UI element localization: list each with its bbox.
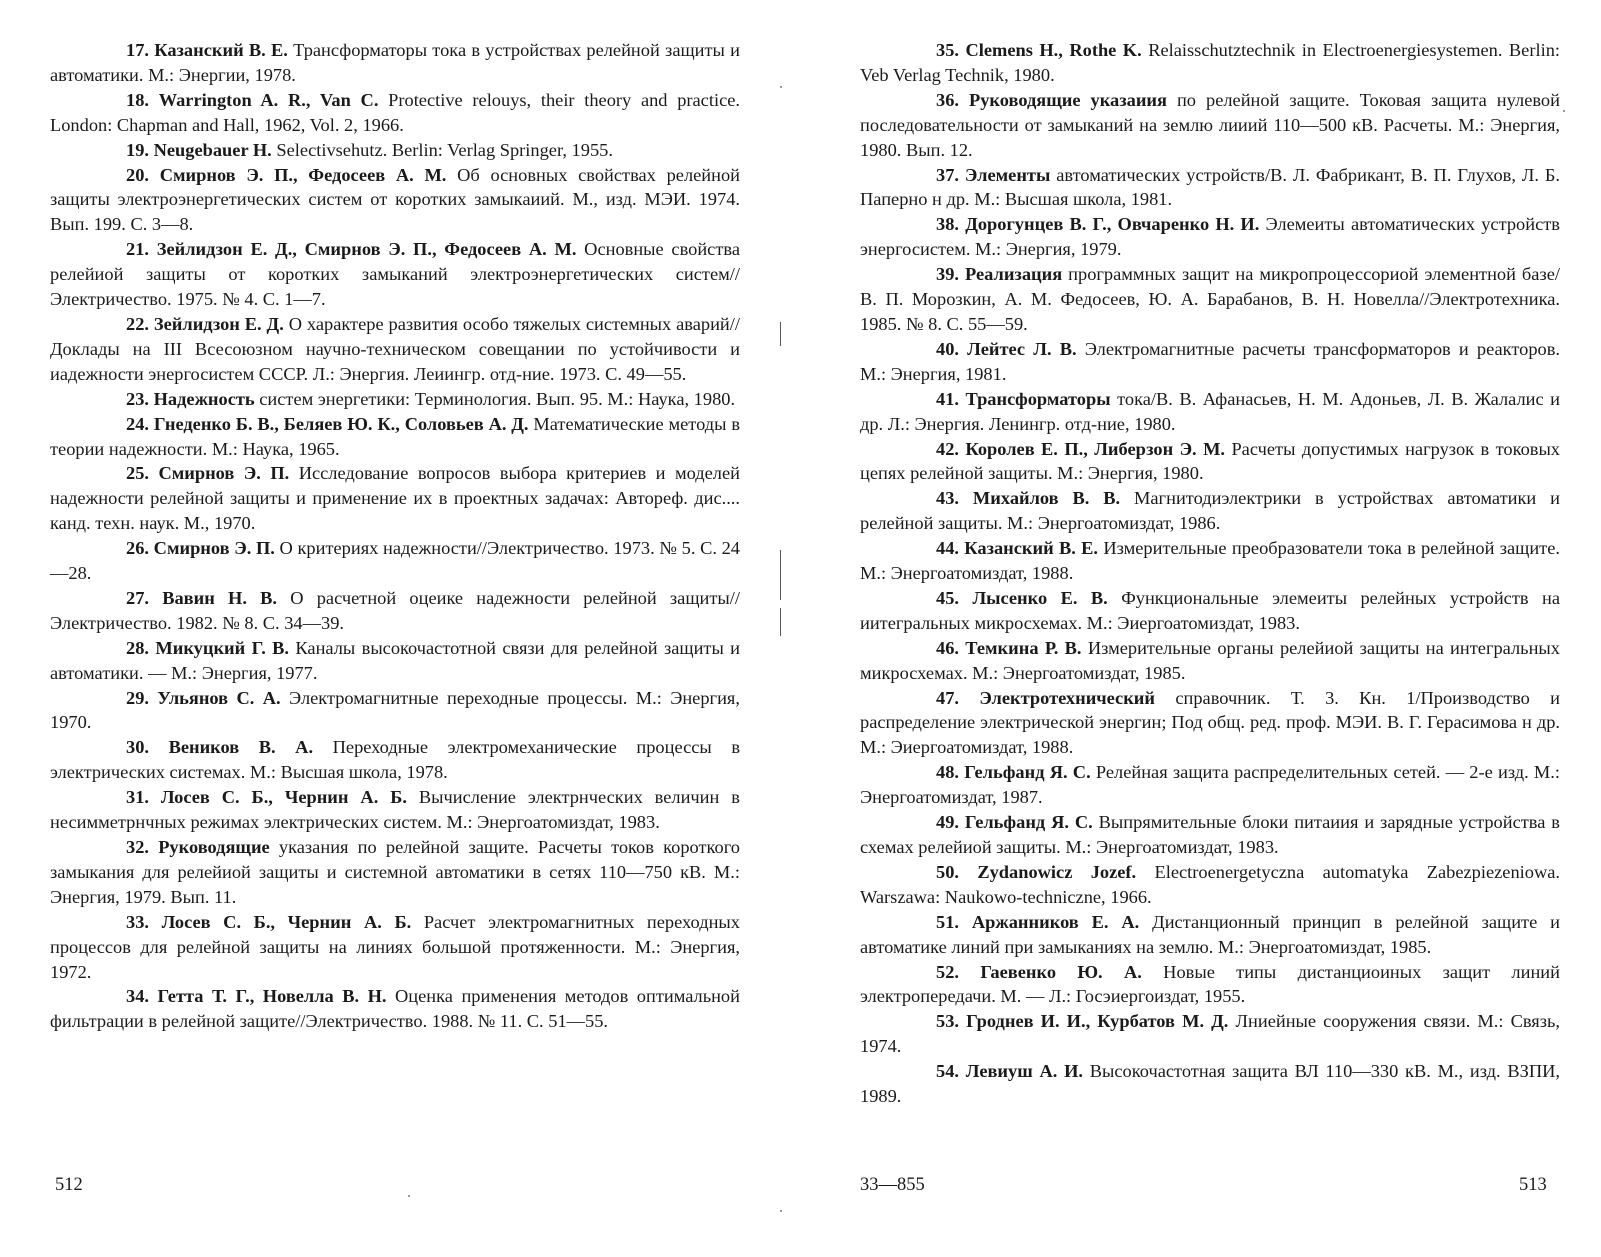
reference-author: Элементы: [964, 164, 1051, 185]
reference-text: Каналы высокочастотной связи для релейной защиты и автоматики. — М.: Энергия, 1977.: [50, 637, 740, 683]
reference-author: Гаевенко Ю. А.: [980, 961, 1142, 982]
reference-text: указания по релейной защите. Расчеты токов короткого замыкания для релейиой защиты и системной автоматики в сетях 110—750 кВ. М.: Энергия, 1979. Вып. 11.: [50, 837, 740, 907]
reference-number: 31.: [126, 787, 149, 808]
reference-number: 26.: [126, 538, 149, 559]
reference-entry: [860, 636, 1560, 686]
reference-text: Трансформаторы тока в устройствах релейной защиты и автоматики. М.: Энергии, 1978.: [50, 40, 740, 85]
reference-number: 39.: [936, 264, 959, 285]
reference-entry: [860, 387, 1560, 437]
reference-number: 46.: [936, 637, 959, 658]
reference-number: 25.: [126, 463, 149, 484]
reference-author: Лысенко Е. В.: [972, 587, 1108, 608]
reference-text: Магнитодиэлектрики в устройствах автоматики и релейной защиты. М.: Энергоатомиздат, 1986.: [860, 488, 1560, 534]
reference-entry: [50, 536, 740, 586]
reference-entry: [860, 760, 1560, 810]
reference-number: 52.: [936, 961, 959, 982]
reference-text: О характере развития особо тяжелых системных аварий//Доклады на III Всесоюзном научно-техническом совещании по устойчивости и иадежности энергосистем СССР. Л.: Энергия. Леиингр. отд-ние. 1973. С. 49—55.: [50, 313, 740, 384]
reference-author: Смирнов Э. П.: [153, 538, 275, 559]
reference-entry: [50, 835, 740, 910]
reference-author: Вавин Н. В.: [162, 587, 277, 608]
reference-text: Protective relouys, their theory and practice. London: Chapman and Hall, 1962, Vol. 2, 1966.: [50, 89, 740, 135]
reference-author: Королев Е. П., Либерзон Э. М.: [965, 438, 1226, 459]
reference-author: Смирнов Э. П.: [158, 463, 290, 484]
reference-author: Гельфанд Я. С.: [964, 812, 1093, 833]
reference-entry: [860, 1009, 1560, 1059]
reference-entry: [50, 412, 740, 462]
reference-text: Электромагнитные расчеты трансформаторов и реакторов. М.: Энергия, 1981.: [860, 338, 1560, 384]
reference-number: 19.: [126, 139, 149, 160]
reference-entry: [860, 262, 1560, 337]
reference-text: Об основных свойствах релейной защиты электроэнергетических систем от коротких замыкаиий. М., изд. МЭИ. 1974. Вып. 199. С. 3—8.: [50, 164, 741, 235]
reference-number: 33.: [126, 911, 149, 932]
reference-text: Расчеты допустимых нагрузок в токовых цепях релейной защиты. М.: Энергия, 1980.: [860, 438, 1560, 484]
reference-text: Relaisschutztechnik in Electroenergiesystemen. Berlin: Veb Verlag Technik, 1980.: [860, 40, 1560, 85]
reference-entry: [860, 337, 1560, 387]
page-number-right: 513: [1519, 1175, 1547, 1195]
reference-text: тока/В. В. Афанасьев, Н. М. Адоньев, Л. В. Жалалис и др. Л.: Энергия. Ленингр. отд-ние, 1980.: [860, 388, 1560, 434]
reference-entry: [860, 38, 1560, 88]
reference-author: Аржанников Е. А.: [971, 911, 1140, 932]
reference-author: Реализация: [965, 264, 1063, 285]
reference-author: Warrington A. R., Van C.: [158, 89, 379, 110]
reference-author: Руководящие указаиия: [969, 89, 1167, 110]
reference-author: Гетта Т. Г., Новелла В. Н.: [157, 986, 387, 1007]
reference-text: Измерительные органы релейиой защиты на интегральных микросхемах. М.: Энергоатомиздат, 1985.: [860, 637, 1560, 683]
reference-entry: [50, 984, 740, 1034]
scan-speck: [1563, 110, 1565, 112]
reference-entry: [50, 387, 740, 412]
reference-number: 20.: [126, 164, 149, 185]
reference-author: Михайлов В. В.: [972, 488, 1121, 509]
reference-number: 32.: [126, 837, 149, 857]
reference-text: Исследование вопросов выбора критериев и моделей надежности релейной защиты и применение их в проектных задачах: Автореф. дис.... канд. техн. наук. М., 1970.: [50, 463, 740, 534]
reference-text: Измерительные преобразователи тока в релейной защите. М.: Энергоатомиздат, 1988.: [860, 538, 1560, 584]
reference-number: 29.: [126, 687, 149, 708]
reference-author: Гроднев И. И., Курбатов М. Д.: [966, 1011, 1229, 1032]
reference-entry: [860, 1059, 1560, 1109]
reference-number: 51.: [936, 911, 959, 932]
reference-number: 42.: [936, 438, 959, 459]
reference-entry: [50, 38, 740, 88]
scan-speck: [780, 86, 782, 88]
reference-entry: [860, 810, 1560, 860]
reference-text: Выпрямительные блоки питаиия и зарядные устройства в схемах релейиой защиты. М.: Энергоатомиздат, 1983.: [860, 812, 1560, 857]
reference-entry: [860, 960, 1560, 1010]
reference-author: Лосев С. Б., Чернин А. Б.: [160, 787, 407, 808]
reference-entry: [860, 212, 1560, 262]
reference-entry: [50, 163, 740, 238]
reference-number: 34.: [126, 986, 149, 1007]
reference-text: Математические методы в теории надежности. М.: Наука, 1965.: [50, 413, 740, 459]
reference-number: 45.: [936, 587, 959, 608]
reference-entry: [50, 586, 740, 636]
right-page-bibliography: [860, 38, 1560, 1109]
reference-text: по релейной защите. Токовая защита нулевой последовательности от замыканий на землю лииий 110—500 кВ. Расчеты. М.: Энергия, 1980. Вып. 12.: [860, 89, 1560, 160]
reference-author: Clemens H., Rothe K.: [965, 40, 1142, 60]
reference-author: Смирнов Э. П., Федосеев А. М.: [159, 164, 447, 185]
reference-number: 21.: [126, 239, 149, 260]
reference-entry: [50, 237, 740, 312]
gutter-scan-line: [780, 608, 781, 636]
reference-number: 49.: [936, 812, 959, 833]
reference-author: Зейлидзон Е. Д.: [153, 313, 284, 334]
reference-author: Веников В. А.: [168, 737, 314, 758]
reference-author: Лейтес Л. В.: [967, 338, 1077, 359]
reference-author: Гельфанд Я. С.: [964, 762, 1091, 783]
gutter-scan-line: [780, 322, 781, 346]
reference-author: Руководящие: [158, 837, 270, 857]
reference-text: справочник. Т. 3. Кн. 1/Производство и распределение электрической энергин; Под общ. ред. проф. МЭИ. В. Г. Герасимова н др. М.: Эиергоатомиздат, 1988.: [860, 687, 1560, 758]
reference-number: 22.: [126, 313, 149, 334]
reference-entry: [50, 88, 740, 138]
left-page-bibliography: [50, 38, 740, 1034]
reference-entry: [860, 486, 1560, 536]
reference-entry: [860, 586, 1560, 636]
reference-entry: [50, 461, 740, 536]
reference-number: 17.: [126, 40, 149, 60]
reference-author: Трансформаторы: [965, 388, 1111, 409]
reference-text: Electroenergetyczna automatyka Zabezpiezeniowa. Warszawa: Naukowo-techniczne, 1966.: [860, 861, 1560, 907]
reference-text: автоматических устройств/В. Л. Фабрикант, В. П. Глухов, Л. Б. Паперно н др. М.: Высшая школа, 1981.: [860, 164, 1560, 210]
reference-entry: [50, 686, 740, 736]
gutter-scan-line: [780, 550, 781, 600]
reference-author: Электротехнический: [979, 687, 1155, 708]
reference-number: 24.: [126, 413, 149, 434]
reference-author: Гнеденко Б. В., Беляев Ю. К., Соловьев А. Д.: [153, 413, 529, 434]
reference-author: Дорогунцев В. Г., Овчаренко Н. И.: [965, 214, 1260, 235]
reference-text: Функциональные элемеиты релейных устройств на иитегральных микросхемах. М.: Эиергоатомиздат, 1983.: [860, 587, 1560, 633]
reference-author: Микуцкий Г. В.: [155, 637, 290, 658]
reference-text: Высокочастотная защита ВЛ 110—330 кВ. М., изд. ВЗПИ, 1989.: [860, 1061, 1560, 1107]
signature-mark: 33—855: [860, 1175, 925, 1195]
scan-speck: [408, 1195, 410, 1197]
reference-author: Надежность: [153, 388, 255, 409]
page-number-left: 512: [55, 1175, 83, 1195]
reference-text: программных защит на микропроцессориой элементной базе/В. П. Морозкин, А. М. Федосеев, Ю. А. Барабанов, В. Н. Новелла//Электротехника. 1985. № 8. С. 55—59.: [860, 264, 1560, 334]
reference-author: Neugebauer H.: [153, 139, 272, 160]
reference-number: 40.: [936, 338, 959, 359]
scan-speck: [780, 1210, 782, 1212]
reference-author: Левиуш А. И.: [965, 1061, 1084, 1082]
reference-author: Ульянов С. А.: [157, 687, 281, 708]
reference-entry: [50, 910, 740, 985]
reference-author: Темкина Р. В.: [965, 637, 1082, 658]
reference-number: 53.: [936, 1011, 959, 1032]
reference-number: 38.: [936, 214, 959, 235]
reference-entry: [50, 785, 740, 835]
reference-number: 47.: [936, 687, 959, 708]
reference-entry: [50, 138, 740, 163]
reference-text: О критериях надежности//Электричество. 1973. № 5. С. 24—28.: [50, 538, 740, 584]
reference-entry: [860, 536, 1560, 586]
reference-entry: [50, 735, 740, 785]
reference-text: Электромагнитные переходные процессы. М.: Энергия, 1970.: [50, 687, 740, 733]
reference-text: Релейная защита распределительных сетей. — 2-е изд. М.: Энергоатомиздат, 1987.: [860, 762, 1560, 808]
reference-text: Расчет электромагнитных переходных процессов для релейной защиты на линиях большой протяженности. М.: Энергия, 1972.: [50, 911, 740, 982]
reference-entry: [860, 910, 1560, 960]
reference-number: 35.: [936, 40, 959, 60]
reference-entry: [860, 860, 1560, 910]
reference-text: Элемеиты автоматических устройств энергосистем. М.: Энергия, 1979.: [860, 214, 1560, 260]
reference-text: Новые типы дистанциоиных защит линий электропередачи. М. — Л.: Госэиергоиздат, 1955.: [860, 961, 1560, 1007]
reference-text: Selectivsehutz. Berlin: Verlag Springer, 1955.: [276, 139, 613, 160]
reference-number: 36.: [936, 89, 959, 110]
reference-entry: [860, 437, 1560, 487]
reference-number: 41.: [936, 388, 959, 409]
reference-author: Казанский В. Е.: [964, 538, 1099, 559]
reference-entry: [50, 636, 740, 686]
reference-number: 18.: [126, 89, 149, 110]
reference-author: Zydanowicz Jozef.: [977, 861, 1137, 882]
reference-number: 37.: [936, 164, 959, 185]
reference-text: Оценка применения методов оптимальной фильтрации в релейной защите//Электричество. 1988. № 11. С. 51—55.: [50, 986, 740, 1032]
reference-number: 27.: [126, 587, 149, 608]
reference-text: Основные свойства релейиой защиты от коротких замыканий электроэнергетических систем//Электричество. 1975. № 4. С. 1—7.: [50, 239, 740, 310]
reference-text: Вычисление электрнческих величин в несимметрнчных режимах электрических систем. М.: Энергоатомиздат, 1983.: [50, 787, 740, 833]
reference-number: 48.: [936, 762, 959, 783]
reference-author: Зейлидзон Е. Д., Смирнов Э. П., Федосеев А. М.: [156, 239, 577, 260]
reference-number: 50.: [936, 861, 959, 882]
reference-text: систем энергетики: Терминология. Вып. 95. М.: Наука, 1980.: [259, 388, 736, 409]
reference-entry: [860, 88, 1560, 163]
reference-number: 28.: [126, 637, 149, 658]
reference-number: 54.: [936, 1061, 959, 1082]
reference-number: 30.: [126, 737, 149, 758]
reference-text: Переходные электромеханические процессы в электрических системах. М.: Высшая школа, 1978.: [50, 737, 740, 783]
reference-text: О расчетной оцеике надежности релейной защиты//Электричество. 1982. № 8. С. 34—39.: [50, 587, 740, 633]
reference-text: Дистанционный принцип в релейной защите и автоматике линий при замыканиях на землю. М.: Энергоатомиздат, 1985.: [860, 911, 1560, 957]
reference-text: Лниейные сооружения связи. М.: Связь, 1974.: [860, 1011, 1560, 1057]
reference-entry: [860, 163, 1560, 213]
reference-entry: [50, 312, 740, 387]
reference-entry: [860, 686, 1560, 761]
reference-number: 23.: [126, 388, 149, 409]
reference-number: 44.: [936, 538, 959, 559]
reference-author: Казанский В. Е.: [154, 40, 288, 60]
reference-number: 43.: [936, 488, 959, 509]
reference-author: Лосев С. Б., Чернин А. Б.: [161, 911, 412, 932]
